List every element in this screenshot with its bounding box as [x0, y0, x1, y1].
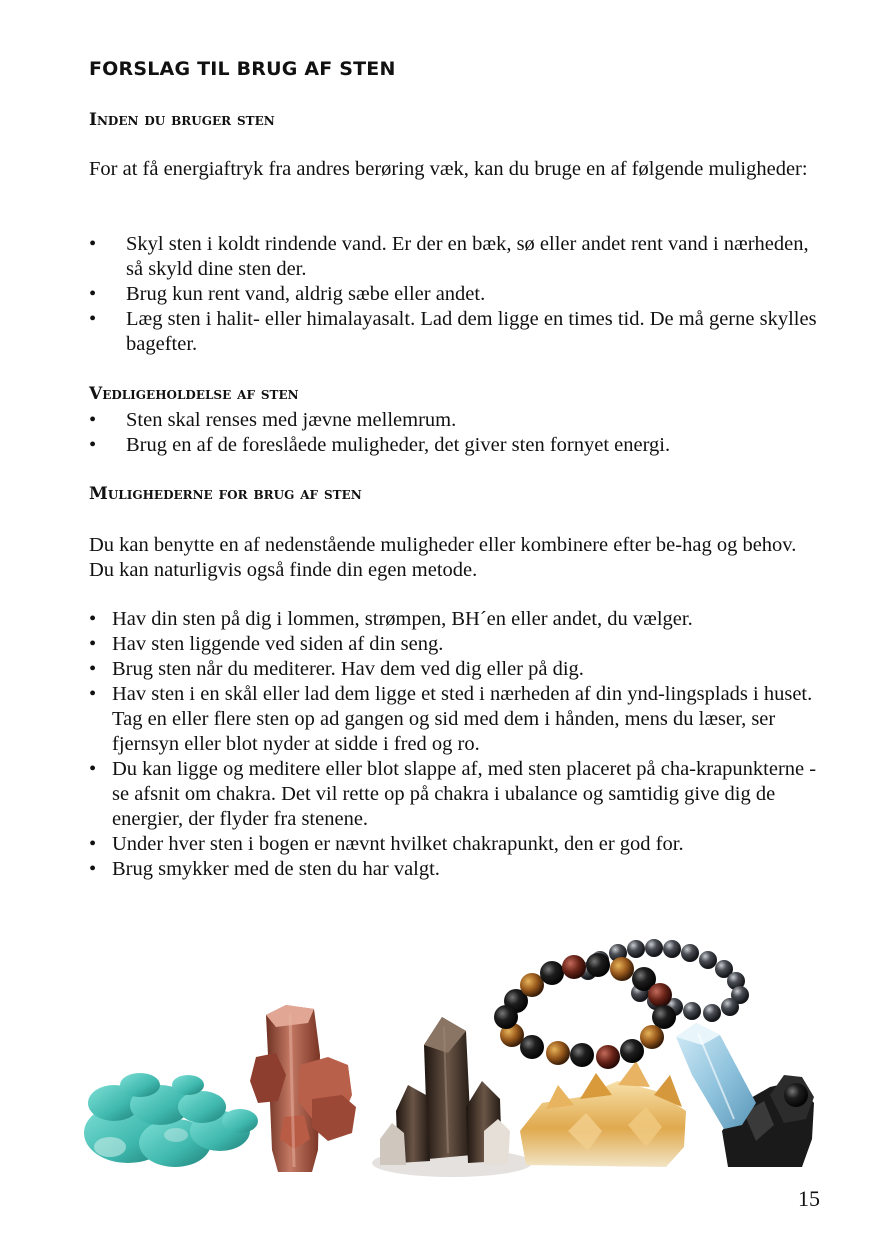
section-heading-mulighederne: Mulighederne for brug af sten [89, 484, 362, 504]
section-heading-inden: Inden du bruger sten [89, 110, 275, 130]
list-item: • Brug en af de foreslåede muligheder, det giver sten fornyet energi. [89, 434, 671, 456]
list-item: • Hav sten liggende ved siden af din seng. [89, 633, 444, 655]
citrine-cluster-icon [520, 1061, 686, 1167]
bullet-glyph: • [89, 608, 97, 630]
bullet-glyph: • [89, 633, 97, 655]
bullet-glyph: • [89, 858, 97, 880]
list-item: • Under hver sten i bogen er nævnt hvilket chakrapunkt, den er god for. [89, 833, 684, 855]
bullet-list-inden [89, 232, 826, 357]
stones-illustration [80, 935, 820, 1185]
list-item: • Læg sten i halit- eller himalayasalt. Lad dem ligge en times tid. De må gerne skylles bagefter. [89, 308, 817, 355]
page-number: 15 [798, 1186, 820, 1211]
page-title: FORSLAG TIL BRUG AF STEN [89, 58, 396, 80]
section-intro-mulighederne: Du kan benytte en af nedenstående muligheder eller kombinere efter be-hag og behov. Du kan naturligvis også finde din egen metode. [89, 534, 797, 581]
amazonite-stones-icon [84, 1073, 258, 1167]
tigers-eye-bracelet-icon [494, 953, 676, 1069]
bullet-glyph: • [89, 409, 97, 431]
bullet-list-vedligeholdelse [89, 408, 826, 458]
bullet-glyph: • [89, 233, 97, 255]
bullet-glyph: • [89, 434, 97, 456]
list-item: • Brug sten når du mediterer. Hav dem ved dig eller på dig. [89, 658, 584, 680]
list-item: • Brug kun rent vand, aldrig sæbe eller andet. [89, 283, 486, 305]
aquamarine-tourmaline-icon [676, 1023, 814, 1167]
bullet-glyph: • [89, 833, 97, 855]
list-item: • Skyl sten i koldt rindende vand. Er der en bæk, sø eller andet rent vand i nærheden, så skyld dine sten der. [89, 233, 809, 280]
list-item: • Hav din sten på dig i lommen, strømpen, BH´en eller andet, du vælger. [89, 608, 693, 630]
bullet-glyph: • [89, 683, 97, 705]
list-item: • Hav sten i en skål eller lad dem ligge et sted i nærheden af din ynd-lingsplads i huset. Tag en eller flere sten op ad gangen og sid med dem i hånden, mens du læser, ser fjernsyn eller blot nyder at sidde i fred og ro. [89, 683, 813, 755]
section-heading-vedligeholdelse: Vedligeholdelse af sten [89, 384, 299, 404]
bullet-list-mulighederne [89, 607, 826, 882]
bullet-glyph: • [89, 308, 97, 330]
bullet-glyph: • [89, 758, 97, 780]
bullet-glyph: • [89, 283, 97, 305]
list-item: • Brug smykker med de sten du har valgt. [89, 858, 440, 880]
section-intro-inden: For at få energiaftryk fra andres berøring væk, kan du bruge en af følgende muligheder: [89, 158, 808, 180]
aragonite-crystal-icon [250, 1005, 356, 1172]
bullet-glyph: • [89, 658, 97, 680]
list-item: • Du kan ligge og meditere eller blot slappe af, med sten placeret på cha-krapunkterne - se afsnit om chakra. Det vil rette op på chakra i ubalance og samtidig give dig de energier, der flyder fra stenene. [89, 758, 817, 830]
list-item: • Sten skal renses med jævne mellemrum. [89, 409, 457, 431]
